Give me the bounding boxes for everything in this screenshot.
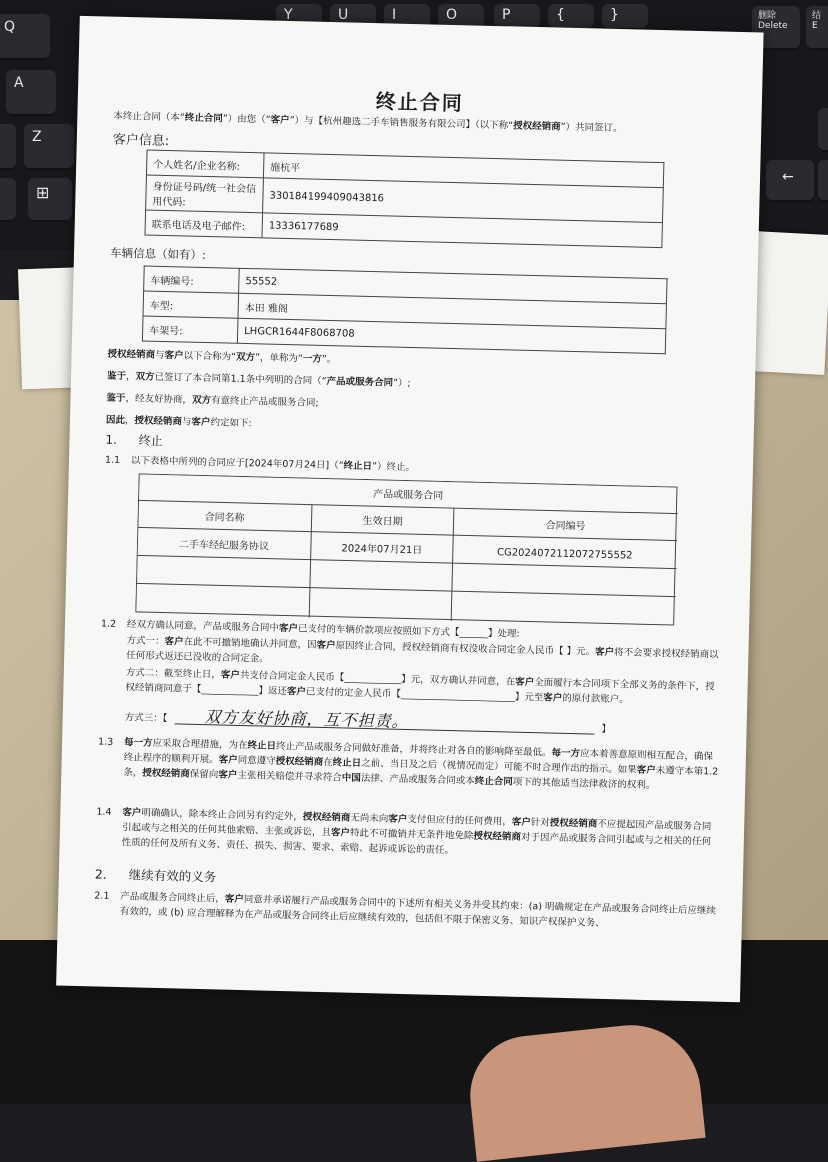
key-z: Z: [24, 124, 74, 170]
section-1-title: 终止: [138, 433, 163, 448]
vehicle-number-label: 车辆编号:: [144, 266, 240, 293]
key-p: P: [494, 4, 540, 30]
customer-info-heading: 客户信息:: [112, 132, 170, 150]
contract-table-caption: 产品或服务合同: [373, 489, 444, 502]
key-brace-left: {: [548, 4, 594, 30]
key-arrow-left: ←: [766, 160, 814, 202]
key-y: Y: [276, 4, 322, 30]
clause-2-1-number: 2.1: [94, 890, 110, 902]
document-title: 终止合同: [375, 89, 465, 116]
header-contract-number: 合同编号: [545, 520, 586, 533]
customer-name-value: 施杭平: [263, 153, 663, 188]
header-contract-name: 合同名称: [204, 512, 245, 525]
section-2-title: 继续有效的义务: [128, 867, 217, 885]
contract-table: [135, 473, 678, 626]
key-left-edge-2: [0, 178, 16, 222]
section-1-heading: [105, 431, 163, 449]
vehicle-model-value: 本田 雅阁: [238, 293, 666, 328]
customer-info-table: [144, 150, 664, 249]
parties-definition: 授权经销商与客户以下合称为“双方”，单称为“一方”。: [107, 348, 337, 366]
key-a: A: [6, 70, 56, 116]
effective-date-value: 2024年07月21日: [341, 543, 423, 557]
vehicle-info-heading: 车辆信息（如有）:: [109, 245, 207, 262]
key-right-edge-2: [818, 160, 828, 202]
key-windows: ⊞: [28, 178, 72, 222]
key-u: U: [330, 4, 376, 30]
section-2-number: 2.: [94, 866, 107, 882]
clause-1-1: 1.1 以下表格中所列的合同应于[2024年07月24日]（“终止日”）终止。: [104, 454, 416, 474]
therefore-clause: 因此，授权经销商与客户约定如下:: [105, 414, 252, 430]
key-o: O: [438, 4, 484, 30]
termination-contract-page: [56, 16, 763, 1002]
section-2-heading: [95, 864, 217, 885]
key-end: 结 E: [806, 6, 828, 50]
clause-1-3-number: 1.3: [97, 736, 114, 748]
key-right-edge: [818, 108, 828, 152]
customer-contact-value: 13336177689: [262, 213, 662, 248]
clause-1-4: 1.4 客户明确确认，除本终止合同另有约定外，授权经销商无尚未向客户支付但应付的任何费用，客户针对授权经销商不应提起因产品或服务合同引起或与之相关的任何其他索赔、主张或诉讼，且客户特此不可撤销并无条件地免除授权经销商对于因产品或服务合同引起或与之相关的任何性质的任何及所有义务、责任、损失、损害、要求、索赔、起诉或诉讼的责任。: [96, 806, 712, 857]
handwritten-note: 双方友好协商，互不担责。: [174, 708, 594, 734]
key-brace-right: }: [602, 4, 648, 30]
vehicle-vin-value: LHGCR1644F8068708: [237, 318, 665, 353]
clause-1-2-number: 1.2: [100, 618, 117, 630]
customer-id-label: 身份证号码/统一社会信用代码:: [146, 175, 264, 213]
key-delete: 删除 Delete: [752, 6, 800, 50]
vehicle-model-label: 车型:: [143, 291, 239, 318]
clause-1-4-number: 1.4: [96, 806, 112, 818]
vehicle-vin-label: 车架号:: [142, 316, 238, 343]
customer-name-label: 个人姓名/企业名称:: [146, 150, 264, 178]
customer-contact-label: 联系电话及电子邮件:: [145, 210, 263, 238]
key-i: I: [384, 4, 430, 30]
clause-1-1-number: 1.1: [104, 454, 121, 466]
vehicle-number-value: 55552: [239, 268, 667, 303]
customer-id-value: 330184199409043816: [263, 178, 664, 223]
clause-2-1: 2.1 产品或服务合同终止后，客户同意并承诺履行产品或服务合同中的下述所有相关义务并受其约束：(a) 明确规定在产品或服务合同终止后应继续有效的，或 (b) 应合理解释为在产品或服务合同终止后应继续有效的，包括但不限于保密义务、知识产权保护义务、: [94, 890, 717, 929]
intro-paragraph: 本终止合同（本“终止合同”）由您（“客户”）与【杭州趣选二手车销售服务有限公司】（以下称“授权经销商”）共同签订。: [113, 110, 623, 135]
key-left-edge: [0, 124, 16, 170]
section-1-number: 1.: [105, 432, 118, 447]
whereas-clause-2: 鉴于，经友好协商，双方有意终止产品或服务合同;: [106, 392, 319, 409]
contract-name-value: 二手车经纪服务协议: [178, 539, 270, 553]
header-effective-date: 生效日期: [362, 515, 403, 528]
vehicle-info-table: [142, 265, 668, 354]
contract-number-value: CG2024072112072755552: [496, 547, 633, 562]
clause-1-2-option-2: 方式二：截至终止日，客户共支付合同定金人民币【____________】元，双方确认并同意，在客户全面履行本合同项下全部义务的条件下，授权经销商同意于【____________】返还客户已支付的定金人民币【________________________】元至客户的原付款账户。: [125, 667, 715, 706]
whereas-clause-1: 鉴于，双方已签订了本合同第1.1条中列明的合同（“产品或服务合同”）;: [106, 370, 411, 390]
key-q: Q: [0, 14, 50, 60]
clause-1-3: 1.3 每一方应采取合理措施，为在终止日终止产品或服务合同做好准备，并将终止对各自的影响降至最低。每一方应本着善意原则相互配合，确保终止程序的顺利开展。客户同意遵守授权经销商在终止日之前、当日及之后（视情况而定）可能不时合理作出的指示。如果客户未遵守本第1.2条，授权经销商保留向客户主张相关赔偿并寻求符合中国法律、产品或服务合同或本终止合同项下的其他适当法律救济的权利。: [97, 736, 719, 792]
clause-1-2: 1.2 经双方确认同意，产品或服务合同中客户已支付的车辆价款项应按照如下方式【______】处理:: [100, 618, 520, 640]
clause-1-2-option-3: 方式三：【 双方友好协商，互不担责。 】: [124, 707, 612, 736]
clause-1-2-option-1: 方式一：客户在此不可撤销地确认并同意，因客户原因终止合同，授权经销商有权没收合同定金人民币【 】元。客户将不会要求授权经销商以任何形式返还已没收的合同定金。: [126, 635, 719, 665]
